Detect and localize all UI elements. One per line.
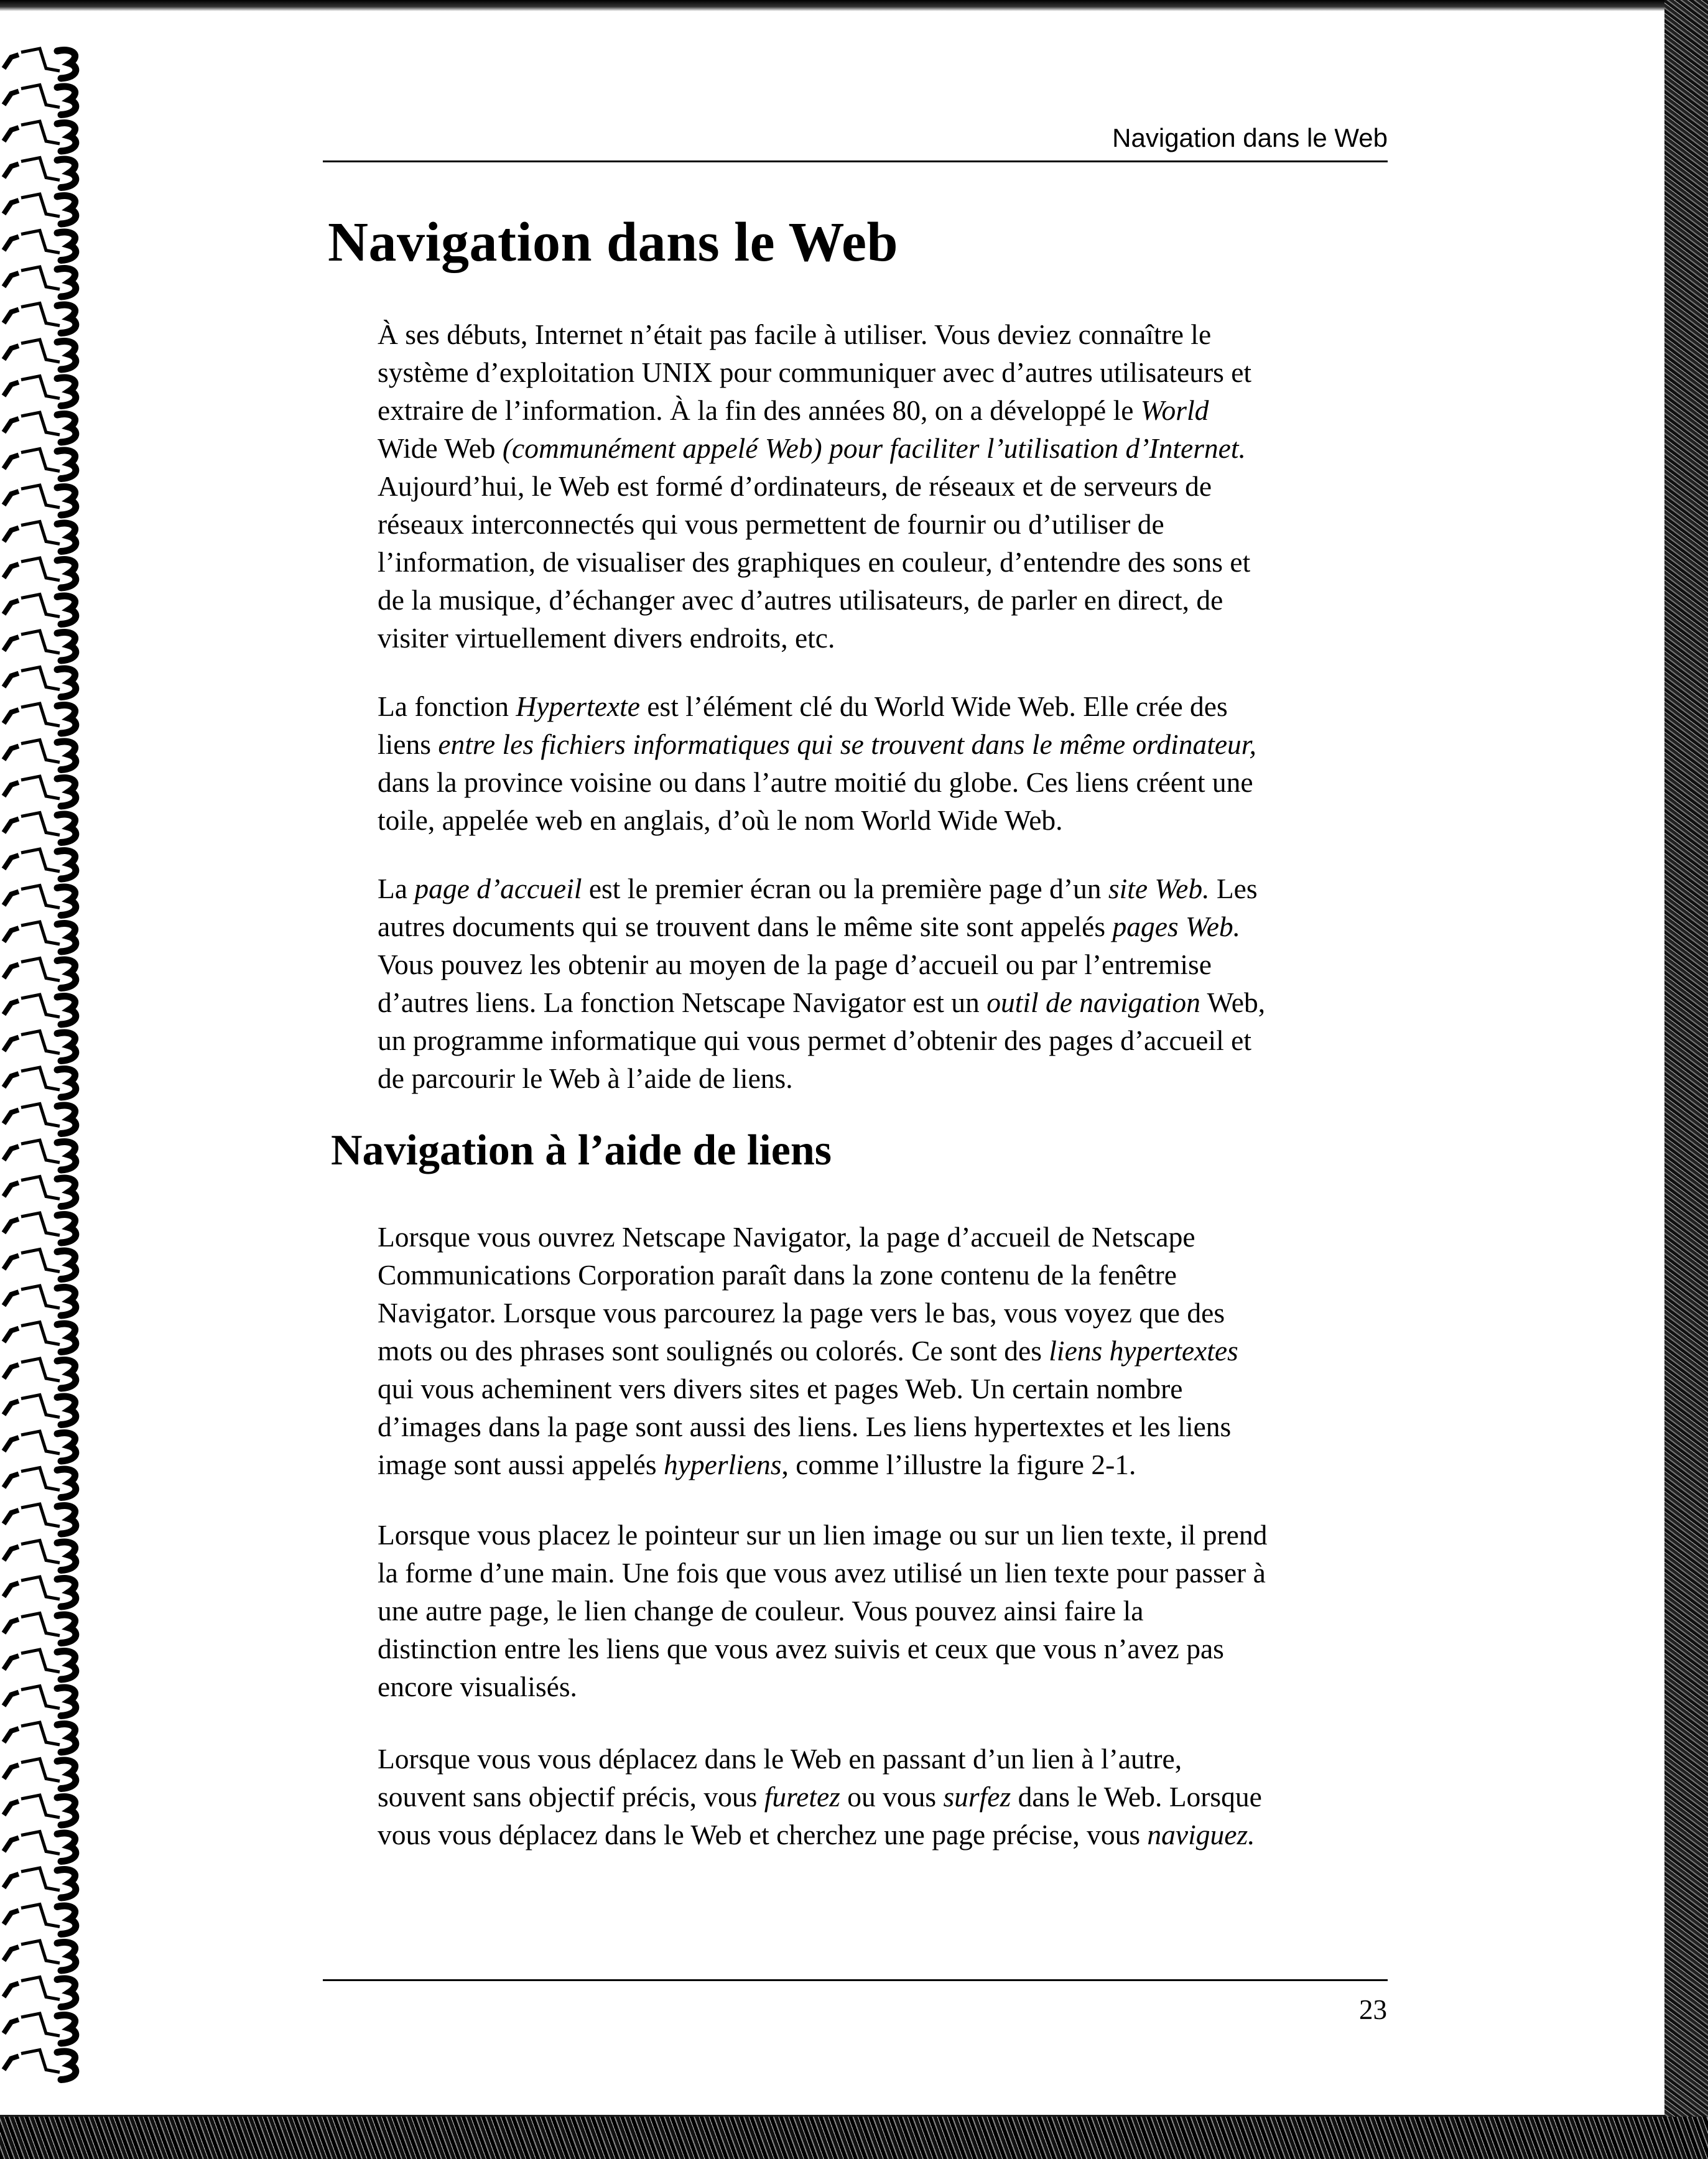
text-line [378,1408,1407,1446]
italic-term: furetez [764,1781,840,1813]
page-title: Navigation dans le Web [328,211,899,273]
text-run: mots ou des phrases sont soulignés ou colorés. Ce sont des [378,1335,1049,1367]
text-run: Aujourd’hui, le Web est formé d’ordinateurs, de réseaux et de serveurs de [378,470,1212,502]
text-line [378,763,1407,801]
text-run: d’images dans la page sont aussi des liens. Les liens hypertextes et les liens [378,1411,1232,1442]
text-line [378,315,1407,353]
page-number: 23 [1359,1994,1387,2025]
paragraph-hyperlinks [378,1218,1407,1483]
text-line [378,353,1407,391]
text-run: Lorsque vous ouvrez Netscape Navigator, la page d’accueil de Netscape [378,1221,1195,1253]
paragraph-hypertext [378,687,1407,839]
italic-term: entre les fichiers informatiques qui se trouvent dans le même ordinateur, [430,728,1256,760]
text-line [378,801,1407,839]
italic-term: surfez [943,1781,1011,1813]
scan-edge-right [1664,0,1708,2159]
text-line [378,1446,1407,1483]
text-run: toile, appelée web en anglais, d’où le nom World Wide Web. [378,804,1063,836]
text-line [378,1332,1407,1370]
text-run: liens [378,728,431,760]
italic-term: Hypertexte [516,690,640,722]
text-line [378,725,1407,763]
section-title: Navigation à l’aide de liens [331,1126,832,1174]
text-run: Lorsque vous placez le pointeur sur un lien image ou sur un lien texte, il prend [378,1519,1268,1551]
text-run: un programme informatique qui vous permet d’obtenir des pages d’accueil et [378,1024,1251,1056]
text-run: encore visualisés. [378,1671,577,1702]
paragraph-pointer [378,1516,1407,1706]
text-run: de parcourir le Web à l’aide de liens. [378,1062,793,1094]
text-line [378,467,1407,505]
italic-term: liens hypertextes [1049,1335,1238,1367]
text-run: extraire de l’information. À la fin des années 80, on a développé le [378,394,1141,426]
italic-term: pages Web. [1112,911,1241,942]
text-run: autres documents qui se trouvent dans le même site sont appelés [378,911,1113,942]
text-line [378,1740,1407,1778]
footer-rule [323,1979,1388,1981]
text-line [378,870,1407,908]
text-line [378,619,1407,657]
text-line [378,908,1407,945]
text-run: système d’exploitation UNIX pour communiquer avec d’autres utilisateurs et [378,356,1252,388]
text-run: qui vous acheminent vers divers sites et pages Web. Un certain nombre [378,1373,1183,1405]
text-line [378,391,1407,429]
text-line [378,983,1407,1021]
italic-term: World [1140,394,1209,426]
text-run: réseaux interconnectés qui vous permettent de fournir ou d’utiliser de [378,508,1164,540]
text-line [378,1668,1407,1706]
text-line [378,543,1407,581]
text-run: Wide Web [378,432,496,464]
text-run: visiter virtuellement divers endroits, etc. [378,622,835,654]
text-line [378,687,1407,725]
text-run: À ses débuts, Internet n’était pas facile à utiliser. Vous deviez connaître le [378,318,1212,350]
text-run: ou vous [840,1781,944,1813]
text-run: vous vous déplacez dans le Web et cherchez une page précise, vous [378,1819,1148,1850]
paragraph-intro-history [378,315,1407,657]
text-run: Vous pouvez les obtenir au moyen de la page d’accueil ou par l’entremise [378,949,1212,980]
text-line [378,945,1407,983]
text-line [378,1021,1407,1059]
italic-term: outil de navigation [986,987,1200,1018]
text-run: , comme l’illustre la figure 2-1. [781,1449,1136,1480]
text-line [378,1256,1407,1294]
text-run: La [378,873,415,904]
text-run: Lorsque vous vous déplacez dans le Web en passant d’un lien à l’autre, [378,1743,1182,1775]
running-header-text: Navigation dans le Web [1112,123,1388,152]
text-line [378,1370,1407,1408]
text-line [378,1630,1407,1668]
text-run: souvent sans objectif précis, vous [378,1781,764,1813]
text-line [378,1059,1407,1097]
text-run: Navigator. Lorsque vous parcourez la page vers le bas, vous voyez que des [378,1297,1225,1329]
paragraph-surfing [378,1740,1407,1854]
paragraph-home-page [378,870,1407,1097]
text-run: Les [1209,873,1258,904]
text-run: Communications Corporation paraît dans la zone contenu de la fenêtre [378,1259,1177,1291]
italic-term: (communément appelé Web) pour faciliter l’utilisation d’Internet. [495,432,1246,464]
italic-term: hyperliens [663,1449,782,1480]
text-run: image sont aussi appelés [378,1449,664,1480]
text-run: distinction entre les liens que vous avez suivis et ceux que vous n’avez pas [378,1633,1224,1665]
text-run: Web, [1200,987,1266,1018]
text-run: dans le Web. Lorsque [1011,1781,1262,1813]
text-line [378,1294,1407,1332]
text-run: de la musique, d’échanger avec d’autres utilisateurs, de parler en direct, de [378,584,1223,616]
text-line [378,505,1407,543]
text-line [378,1218,1407,1256]
text-run: d’autres liens. La fonction Netscape Navigator est un [378,987,987,1018]
italic-term: site Web. [1108,873,1210,904]
italic-term: naviguez. [1147,1819,1255,1850]
text-run: est le premier écran ou la première page d’un [582,873,1108,904]
text-line [378,1778,1407,1816]
scan-edge-bottom [0,2117,1708,2159]
text-line [378,1816,1407,1854]
text-line [378,429,1407,467]
text-run: la forme d’une main. Une fois que vous avez utilisé un lien texte pour passer à [378,1557,1266,1589]
italic-term: page d’accueil [414,873,582,904]
text-run: La fonction [378,690,516,722]
text-run: l’information, de visualiser des graphiques en couleur, d’entendre des sons et [378,546,1251,578]
text-run: dans la province voisine ou dans l’autre moitié du globe. Ces liens créent une [378,766,1253,798]
text-line [378,1516,1407,1554]
text-run: une autre page, le lien change de couleur. Vous pouvez ainsi faire la [378,1595,1144,1627]
text-run: est l’élément clé du World Wide Web. Elle crée des [639,690,1228,722]
text-line [378,1592,1407,1630]
text-line [378,581,1407,619]
text-line [378,1554,1407,1592]
